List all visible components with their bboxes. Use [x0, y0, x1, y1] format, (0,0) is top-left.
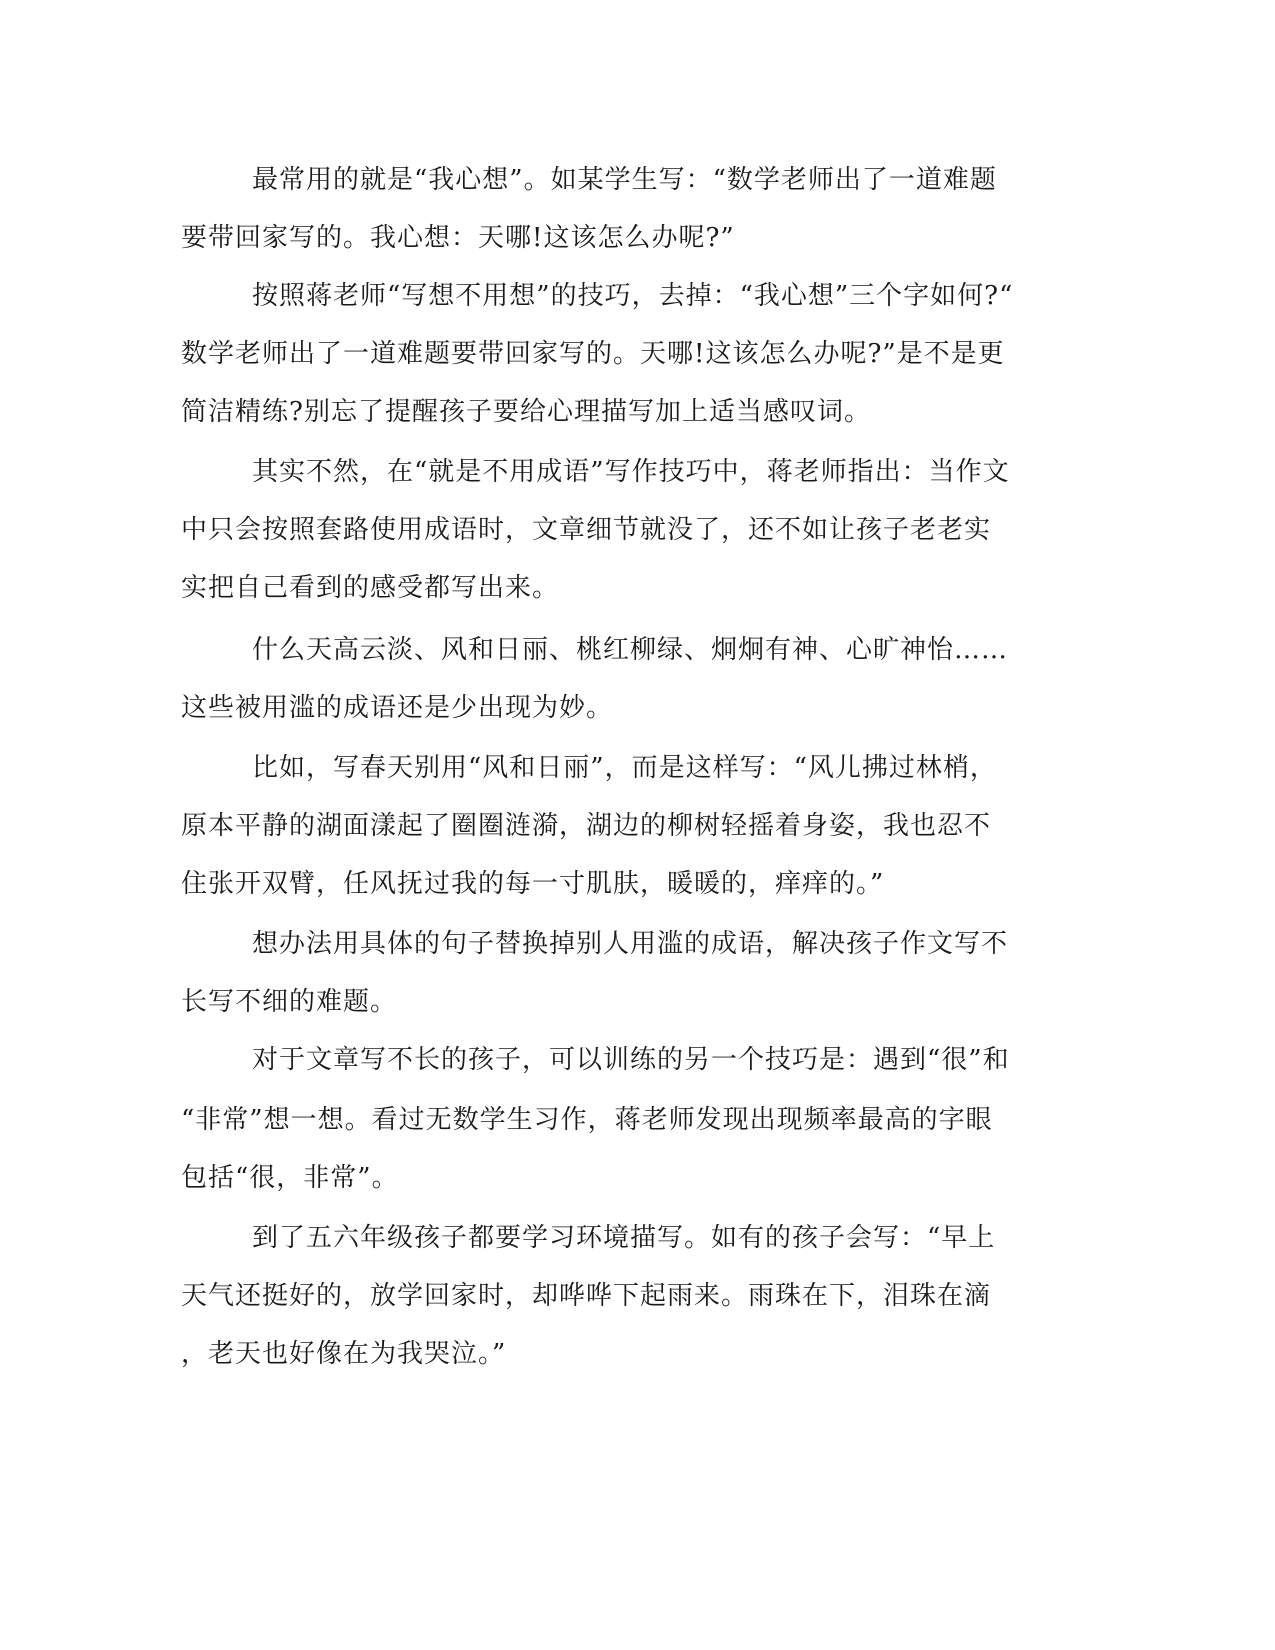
paragraph-2-line-2: 数学老师出了一道难题要带回家写的。天哪!这该怎么办呢?”是不是更 — [181, 339, 1005, 369]
paragraph-8-line-2: 天气还挺好的，放学回家时，却哗哗下起雨来。雨珠在下，泪珠在滴 — [181, 1281, 992, 1311]
paragraph-1-line-1: 最常用的就是“我心想”。如某学生写：“数学老师出了一道难题 — [252, 165, 997, 195]
paragraph-6-line-1: 想办法用具体的句子替换掉别人用滥的成语，解决孩子作文写不 — [252, 929, 1009, 959]
paragraph-7-line-1: 对于文章写不长的孩子，可以训练的另一个技巧是：遇到“很”和 — [252, 1045, 1010, 1075]
paragraph-8-line-1: 到了五六年级孩子都要学习环境描写。如有的孩子会写：“早上 — [252, 1223, 996, 1253]
paragraph-1-line-2: 要带回家写的。我心想：天哪!这该怎么办呢?” — [181, 223, 735, 253]
paragraph-4-line-2: 这些被用滥的成语还是少出现为妙。 — [181, 693, 614, 723]
paragraph-3-line-1: 其实不然，在“就是不用成语”写作技巧中，蒋老师指出：当作文 — [252, 457, 1010, 487]
paragraph-3-line-3: 实把自己看到的感受都写出来。 — [181, 573, 560, 603]
paragraph-2-line-1: 按照蒋老师“写想不用想”的技巧，去掉：“我心想”三个字如何?“ — [252, 281, 1014, 311]
paragraph-8-line-3: ，老天也好像在为我哭泣。” — [181, 1339, 507, 1369]
paragraph-5-line-1: 比如，写春天别用“风和日丽”，而是这样写：“风儿拂过林梢， — [252, 753, 997, 783]
paragraph-2-line-3: 简洁精练?别忘了提醒孩子要给心理描写加上适当感叹词。 — [181, 397, 871, 427]
paragraph-4-line-1: 什么天高云淡、风和日丽、桃红柳绿、炯炯有神、心旷神怡…… — [252, 635, 1009, 665]
paragraph-3-line-2: 中只会按照套路使用成语时，文章细节就没了，还不如让孩子老老实 — [181, 515, 992, 545]
paragraph-7-line-2: “非常”想一想。看过无数学生习作，蒋老师发现出现频率最高的字眼 — [181, 1105, 993, 1135]
paragraph-7-line-3: 包括“很，非常”。 — [181, 1163, 399, 1193]
paragraph-6-line-2: 长写不细的难题。 — [181, 987, 398, 1017]
paragraph-5-line-3: 住张开双臂，任风抚过我的每一寸肌肤，暖暖的，痒痒的。” — [181, 869, 885, 899]
paragraph-5-line-2: 原本平静的湖面漾起了圈圈涟漪，湖边的柳树轻摇着身姿，我也忍不 — [181, 811, 992, 841]
